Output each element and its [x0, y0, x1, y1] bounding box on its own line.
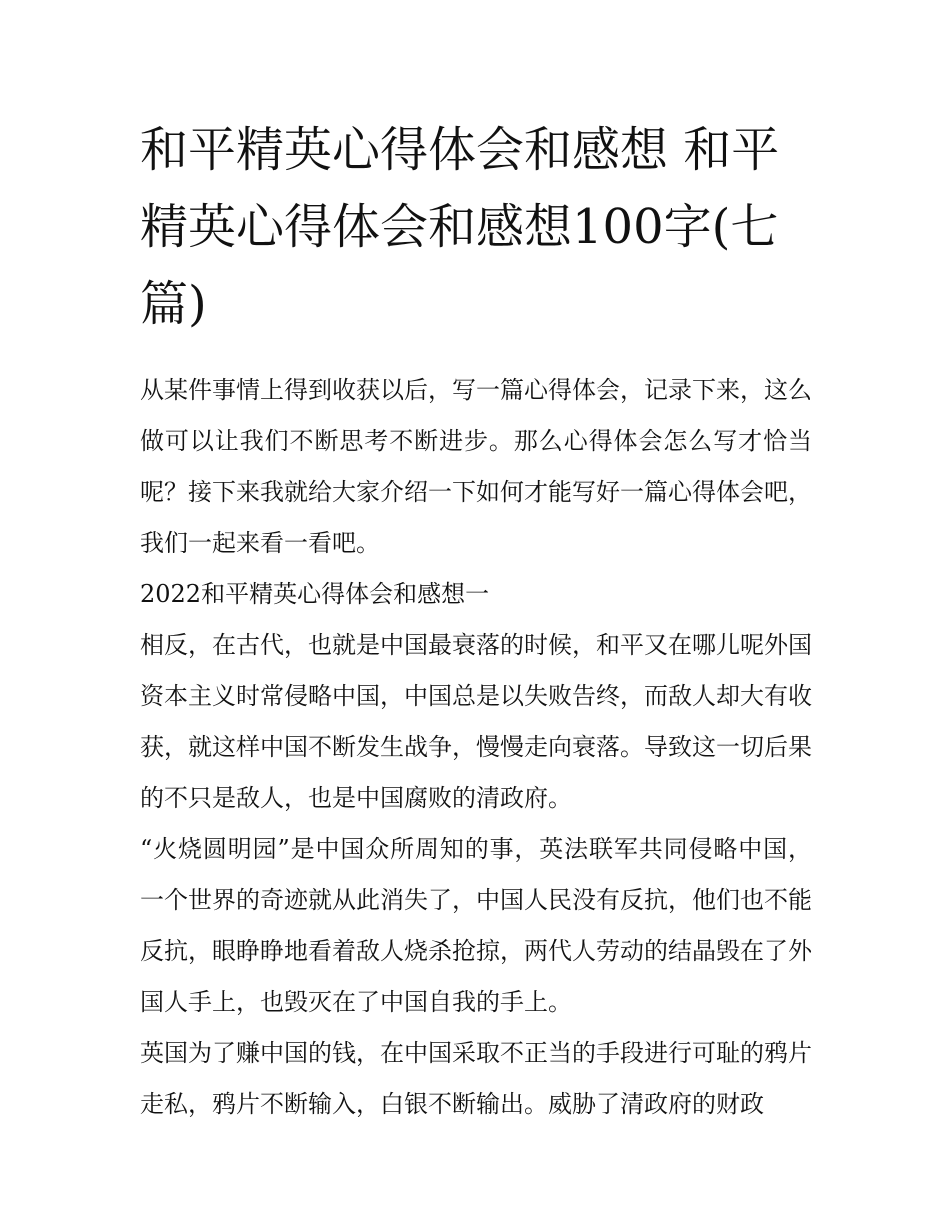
body-paragraph-1: 相反，在古代，也就是中国最衰落的时候，和平又在哪儿呢外国资本主义时常侵略中国，中国总是以失败告终，而敌人却大有收获，就这样中国不断发生战争，慢慢走向衰落。导致这一切后果的不只是敌人，也是中国腐败的清政府。 — [140, 631, 812, 812]
section-heading: 2022和平精英心得体会和感想一 — [140, 580, 490, 608]
document-title: 和平精英心得体会和感想 和平精英心得体会和感想100字(七篇) — [140, 122, 780, 332]
document-body — [140, 365, 812, 1130]
intro-paragraph: 从某件事情上得到收获以后，写一篇心得体会，记录下来，这么做可以让我们不断思考不断进步。那么心得体会怎么写才恰当呢？接下来我就给大家介绍一下如何才能写好一篇心得体会吧，我们一起来看一看吧。 — [140, 376, 812, 557]
document-page — [140, 112, 812, 1130]
body-paragraph-3: 英国为了赚中国的钱，在中国采取不正当的手段进行可耻的鸦片走私，鸦片不断输入，白银不断输出。威胁了清政府的财政 — [140, 1039, 812, 1118]
body-paragraph-2: “火烧圆明园”是中国众所周知的事，英法联军共同侵略中国，一个世界的奇迹就从此消失了，中国人民没有反抗，他们也不能反抗，眼睁睁地看着敌人烧杀抢掠，两代人劳动的结晶毁在了外国人手上，也毁灭在了中国自我的手上。 — [140, 835, 812, 1016]
